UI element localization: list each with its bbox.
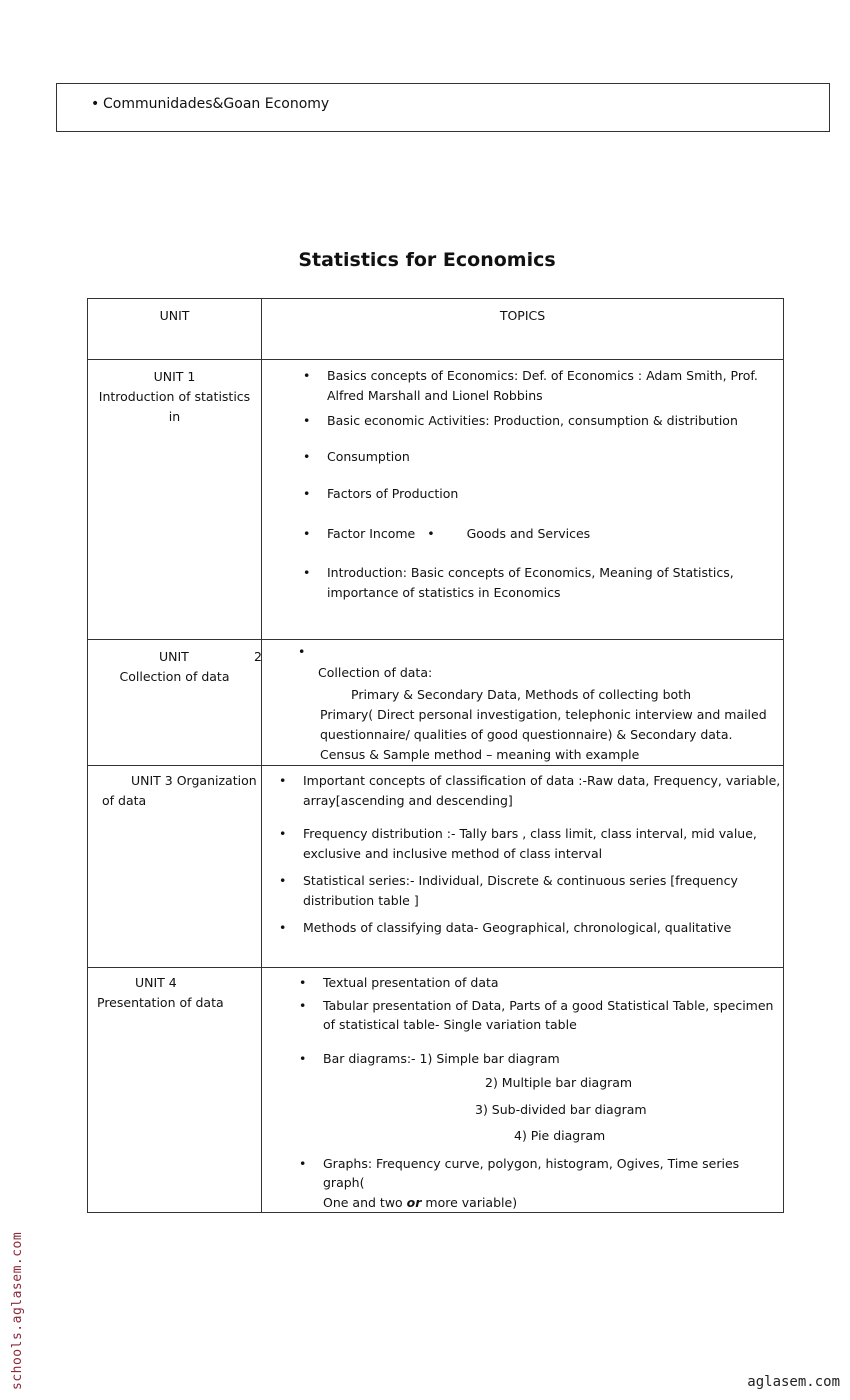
syllabus-table: [87, 298, 784, 1213]
unit2-cell: [88, 640, 262, 766]
topic-text: importance of statistics in Economics: [327, 584, 561, 600]
topic-text: • Important concepts of classification of data :-Raw data, Frequency, variable,: [303, 773, 781, 788]
topic-text-part: more variable): [421, 1194, 518, 1210]
unit1-name: Introduction of statistics: [98, 389, 251, 404]
table-header-row: [88, 299, 784, 360]
topic-text: Factor Income: [327, 525, 416, 541]
top-box-text: Communidades&Goan Economy: [103, 96, 330, 112]
topic-text: of statistical table- Single variation table: [323, 1017, 577, 1032]
list-item: [327, 524, 763, 544]
list-item: [323, 973, 775, 993]
unit1-topics-cell: [262, 360, 784, 640]
unit3-label: UNIT 3 Organization: [131, 773, 257, 788]
list-item: [327, 484, 763, 504]
unit2-number: 2: [254, 649, 262, 664]
bar-subitem: 2) Multiple bar diagram: [485, 1075, 633, 1090]
topic-text: • Consumption: [327, 448, 410, 464]
topic-text: Alfred Marshall and Lionel Robbins: [327, 387, 543, 403]
unit3-name: of data: [102, 793, 147, 808]
list-item: [327, 411, 763, 431]
topic-text: • Statistical series:- Individual, Discrete & continuous series [frequency: [303, 873, 738, 888]
topic-text: • Introduction: Basic concepts of Economics, Meaning of Statistics,: [327, 565, 734, 580]
unit3-topics-cell: [262, 766, 784, 968]
bullet-icon: •: [427, 525, 435, 541]
header-topics: TOPICS: [499, 308, 546, 323]
unit2-topics-cell: [262, 640, 784, 766]
topic-text: • Factors of Production: [327, 486, 459, 501]
table-row-unit4: [88, 968, 784, 1213]
side-watermark: schools.aglasem.com: [10, 1231, 25, 1390]
topic-text: • Textual presentation of data: [323, 975, 499, 990]
table-row-unit3: [88, 766, 784, 968]
list-item: [323, 1154, 781, 1213]
top-box-item: [91, 96, 330, 112]
topic-text: • Graphs: Frequency curve, polygon, histogram, Ogives, Time series graph(: [323, 1155, 740, 1190]
unit2-label: UNIT: [159, 649, 189, 664]
table-row-unit2: [88, 640, 784, 766]
header-unit-cell: [88, 299, 262, 360]
topic-text: • Bar diagrams:- 1) Simple bar diagram: [323, 1050, 560, 1066]
list-item: [323, 1049, 775, 1069]
unit4-label: UNIT 4: [135, 975, 177, 990]
bullet-icon: •: [91, 96, 100, 112]
top-box: [56, 83, 830, 132]
unit4-name: Presentation of data: [97, 995, 224, 1010]
topic-text: array[ascending and descending]: [303, 792, 513, 808]
list-item: [303, 918, 781, 938]
unit4-topics-cell: [262, 968, 784, 1213]
topic-text-part: One and two: [323, 1194, 407, 1210]
list-item: [327, 447, 763, 467]
bar-subitem: 3) Sub-divided bar diagram: [475, 1101, 647, 1117]
topic-text: • Tabular presentation of Data, Parts of a good Statistical Table, specimen: [323, 997, 774, 1013]
topic-text: distribution table ]: [303, 892, 419, 908]
unit1-cell: [88, 360, 262, 640]
unit1-name-cont: in: [168, 409, 181, 424]
bullet-icon: •: [298, 644, 306, 659]
page-title: Statistics for Economics: [298, 249, 556, 271]
table-row-unit1: [88, 360, 784, 640]
unit1-label: UNIT 1: [153, 369, 196, 384]
topic-text: [323, 1193, 781, 1213]
topic-text: Collection of data:: [318, 665, 433, 680]
footer-link[interactable]: aglasem.com: [747, 1374, 840, 1390]
list-item: [327, 366, 763, 405]
list-item: [303, 771, 781, 810]
header-topics-cell: [262, 299, 784, 360]
topic-text: Primary( Direct personal investigation, telephonic interview and mailed: [320, 707, 767, 722]
list-item: [323, 996, 775, 1035]
topic-text: • Methods of classifying data- Geographical, chronological, qualitative: [303, 920, 732, 935]
topic-text: questionnaire/ qualities of good questionnaire) & Secondary data.: [320, 727, 733, 742]
topic-text: exclusive and inclusive method of class interval: [303, 845, 603, 861]
topic-text: Census & Sample method – meaning with example: [320, 747, 640, 762]
header-unit: UNIT: [159, 308, 190, 323]
list-item: [303, 871, 781, 910]
unit4-cell: [88, 968, 262, 1213]
unit3-cell: [88, 766, 262, 968]
topic-text: Goods and Services: [466, 525, 591, 541]
topic-text: • Basic economic Activities: Production, consumption & distribution: [327, 413, 738, 428]
topic-text: • Frequency distribution :- Tally bars , class limit, class interval, mid value,: [303, 826, 757, 841]
bar-subitem: 4) Pie diagram: [514, 1128, 606, 1143]
topic-text: • Basics concepts of Economics: Def. of Economics : Adam Smith, Prof.: [327, 368, 758, 383]
list-item: [327, 563, 763, 602]
unit2-name: Collection of data: [119, 669, 230, 684]
topic-text: Primary & Secondary Data, Methods of collecting both: [351, 687, 691, 702]
emphasis-text: or: [406, 1194, 422, 1210]
list-item: [303, 824, 781, 863]
